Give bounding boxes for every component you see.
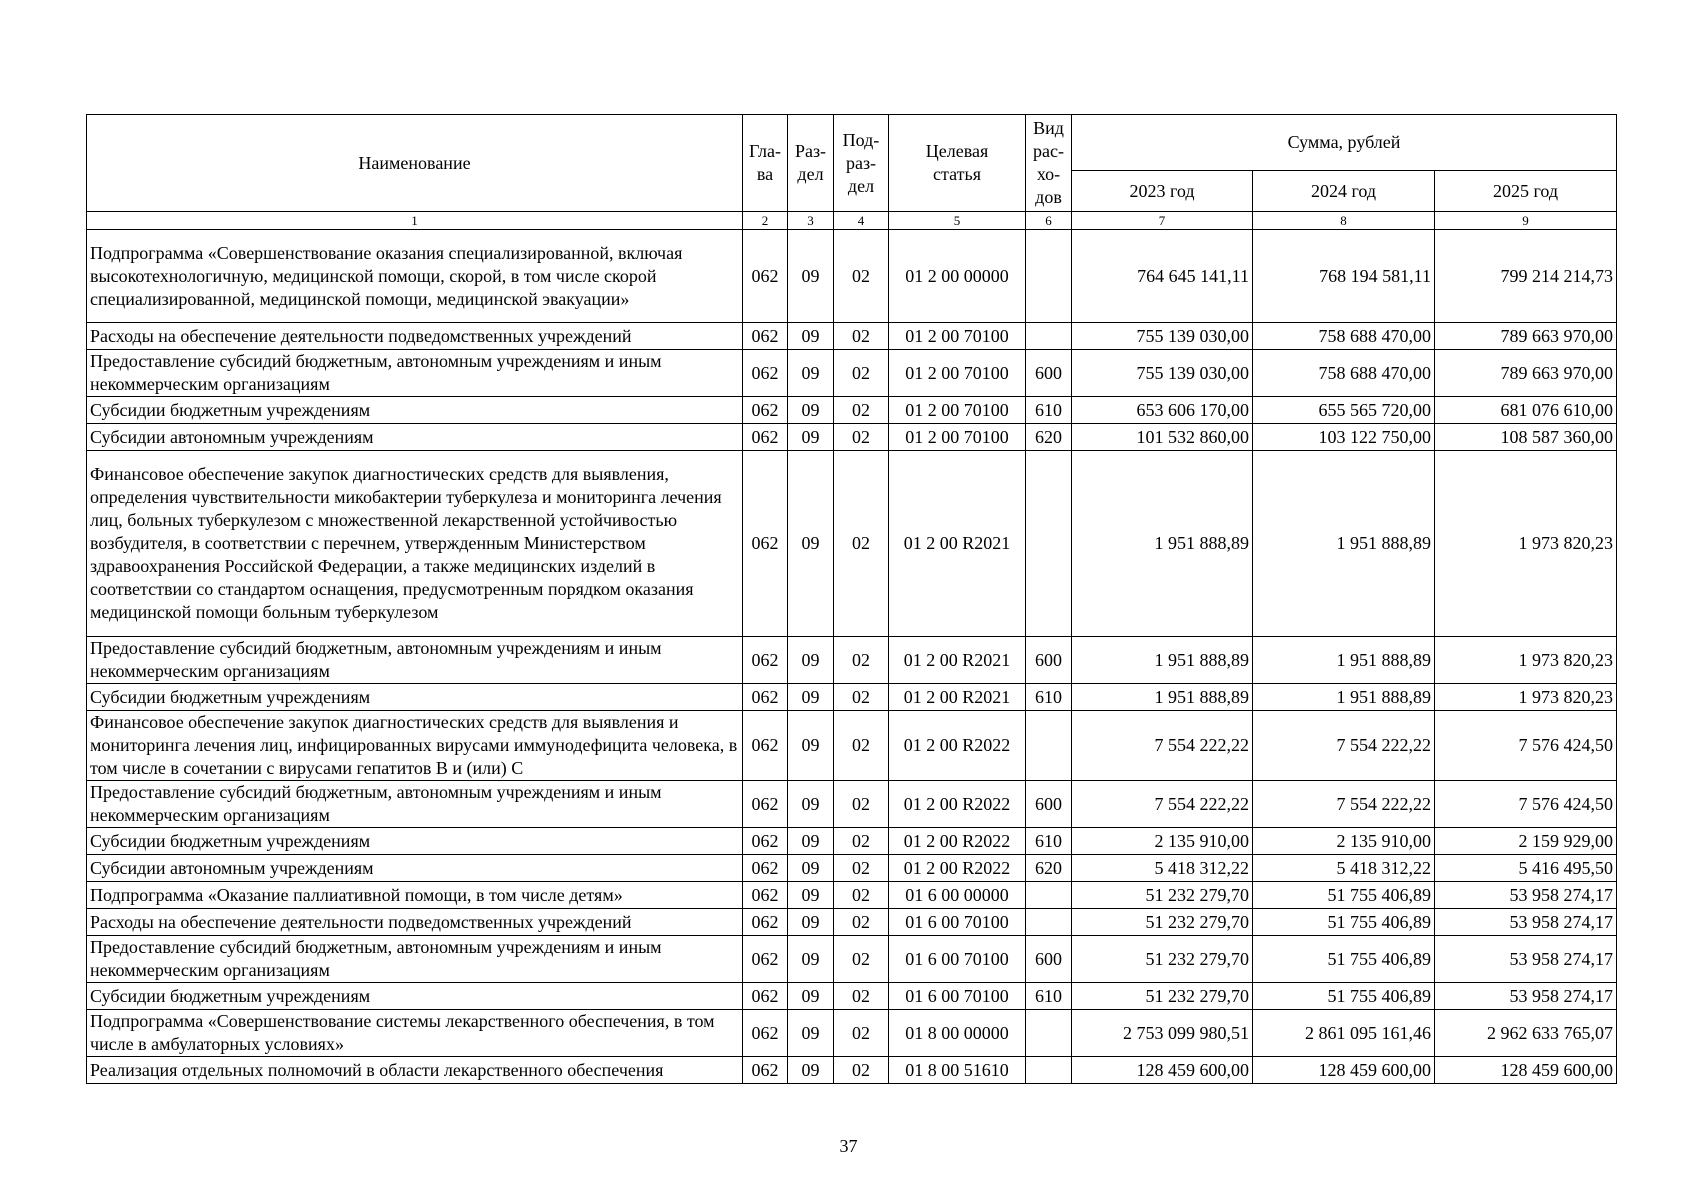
row-sum-2024: 2 861 095 161,46 xyxy=(1253,1010,1435,1057)
row-razdel: 09 xyxy=(788,828,834,855)
row-sum-2024: 51 755 406,89 xyxy=(1253,882,1435,909)
row-glava: 062 xyxy=(743,637,788,684)
row-razdel: 09 xyxy=(788,1010,834,1057)
row-name: Субсидии бюджетным учреждениям xyxy=(87,983,743,1010)
table-row xyxy=(87,1010,1617,1057)
row-vid xyxy=(1026,711,1072,781)
row-sum-2025: 2 159 929,00 xyxy=(1435,828,1617,855)
header-2024: 2024 год xyxy=(1253,171,1435,212)
row-sum-2023: 2 753 099 980,51 xyxy=(1072,1010,1253,1057)
row-sum-2025: 7 576 424,50 xyxy=(1435,711,1617,781)
row-glava: 062 xyxy=(743,909,788,936)
row-vid: 600 xyxy=(1026,637,1072,684)
row-name: Субсидии бюджетным учреждениям xyxy=(87,684,743,711)
row-target: 01 2 00 70100 xyxy=(889,350,1026,397)
header-target: Целевая статья xyxy=(889,115,1026,212)
row-target: 01 6 00 70100 xyxy=(889,936,1026,983)
row-sum-2024: 51 755 406,89 xyxy=(1253,909,1435,936)
row-razdel: 09 xyxy=(788,936,834,983)
row-sum-2024: 1 951 888,89 xyxy=(1253,451,1435,637)
row-razdel: 09 xyxy=(788,909,834,936)
row-vid xyxy=(1026,882,1072,909)
table-row xyxy=(87,451,1617,637)
header-razdel: Раз- дел xyxy=(788,115,834,212)
row-target: 01 8 00 51610 xyxy=(889,1057,1026,1084)
table-row xyxy=(87,711,1617,781)
row-podrazdel: 02 xyxy=(834,909,889,936)
row-sum-2023: 51 232 279,70 xyxy=(1072,909,1253,936)
table-row xyxy=(87,637,1617,684)
row-sum-2024: 7 554 222,22 xyxy=(1253,781,1435,828)
table-row xyxy=(87,230,1617,323)
row-name: Расходы на обеспечение деятельности подведомственных учреждений xyxy=(87,909,743,936)
row-sum-2023: 1 951 888,89 xyxy=(1072,637,1253,684)
row-podrazdel: 02 xyxy=(834,350,889,397)
column-number: 2 xyxy=(743,212,788,230)
row-vid: 600 xyxy=(1026,781,1072,828)
row-vid: 620 xyxy=(1026,855,1072,882)
row-razdel: 09 xyxy=(788,983,834,1010)
row-sum-2025: 5 416 495,50 xyxy=(1435,855,1617,882)
row-sum-2024: 758 688 470,00 xyxy=(1253,350,1435,397)
row-target: 01 2 00 R2022 xyxy=(889,855,1026,882)
row-glava: 062 xyxy=(743,397,788,424)
row-target: 01 2 00 R2022 xyxy=(889,711,1026,781)
row-podrazdel: 02 xyxy=(834,684,889,711)
row-target: 01 2 00 R2021 xyxy=(889,637,1026,684)
header-2025: 2025 год xyxy=(1435,171,1617,212)
row-sum-2023: 51 232 279,70 xyxy=(1072,936,1253,983)
row-sum-2023: 7 554 222,22 xyxy=(1072,781,1253,828)
row-vid: 610 xyxy=(1026,684,1072,711)
row-sum-2025: 2 962 633 765,07 xyxy=(1435,1010,1617,1057)
row-razdel: 09 xyxy=(788,424,834,451)
table-row xyxy=(87,1057,1617,1084)
row-sum-2024: 128 459 600,00 xyxy=(1253,1057,1435,1084)
row-name: Субсидии автономным учреждениям xyxy=(87,855,743,882)
row-vid xyxy=(1026,1057,1072,1084)
row-podrazdel: 02 xyxy=(834,855,889,882)
row-sum-2024: 2 135 910,00 xyxy=(1253,828,1435,855)
row-sum-2025: 53 958 274,17 xyxy=(1435,909,1617,936)
row-glava: 062 xyxy=(743,684,788,711)
row-razdel: 09 xyxy=(788,323,834,350)
row-sum-2023: 128 459 600,00 xyxy=(1072,1057,1253,1084)
row-name: Расходы на обеспечение деятельности подведомственных учреждений xyxy=(87,323,743,350)
table-row xyxy=(87,936,1617,983)
row-podrazdel: 02 xyxy=(834,323,889,350)
column-number: 4 xyxy=(834,212,889,230)
row-podrazdel: 02 xyxy=(834,637,889,684)
row-sum-2025: 53 958 274,17 xyxy=(1435,936,1617,983)
header-name: Наименование xyxy=(87,115,743,212)
row-sum-2024: 758 688 470,00 xyxy=(1253,323,1435,350)
page-number: 37 xyxy=(839,1136,858,1156)
row-vid xyxy=(1026,323,1072,350)
row-sum-2023: 7 554 222,22 xyxy=(1072,711,1253,781)
row-sum-2023: 1 951 888,89 xyxy=(1072,684,1253,711)
row-vid: 620 xyxy=(1026,424,1072,451)
row-podrazdel: 02 xyxy=(834,711,889,781)
row-sum-2024: 51 755 406,89 xyxy=(1253,983,1435,1010)
row-name: Финансовое обеспечение закупок диагностических средств для выявления, определения чувствительности микобактерии туберкулеза и мониторинга лечения лиц, больных туберкулезом с множественной лекарственной устойчивостью возбудителя, в соответствии с перечнем, утвержденным Министерством здравоохранения Российской Федерации, а также медицинских изделий в соответствии со стандартом оснащения, предусмотренным порядком оказания медицинской помощи больным туберкулезом xyxy=(87,451,743,637)
row-name: Субсидии бюджетным учреждениям xyxy=(87,828,743,855)
row-podrazdel: 02 xyxy=(834,882,889,909)
row-glava: 062 xyxy=(743,711,788,781)
column-number: 8 xyxy=(1253,212,1435,230)
row-sum-2023: 653 606 170,00 xyxy=(1072,397,1253,424)
row-target: 01 2 00 00000 xyxy=(889,230,1026,323)
row-target: 01 2 00 70100 xyxy=(889,424,1026,451)
row-name: Подпрограмма «Совершенствование оказания специализированной, включая высокотехнологичную, медицинской помощи, скорой, в том числе скорой специализированной, медицинской помощи, медицинской эвакуации» xyxy=(87,230,743,323)
row-vid xyxy=(1026,1010,1072,1057)
column-numbers-row xyxy=(87,212,1617,230)
table-row xyxy=(87,855,1617,882)
row-name: Финансовое обеспечение закупок диагностических средств для выявления и мониторинга лечения лиц, инфицированных вирусами иммунодефицита человека, в том числе в сочетании с вирусами гепатитов B и (или) C xyxy=(87,711,743,781)
row-sum-2024: 655 565 720,00 xyxy=(1253,397,1435,424)
row-sum-2025: 128 459 600,00 xyxy=(1435,1057,1617,1084)
row-sum-2025: 681 076 610,00 xyxy=(1435,397,1617,424)
row-sum-2025: 1 973 820,23 xyxy=(1435,684,1617,711)
row-sum-2023: 764 645 141,11 xyxy=(1072,230,1253,323)
row-vid: 610 xyxy=(1026,828,1072,855)
row-glava: 062 xyxy=(743,936,788,983)
column-number: 9 xyxy=(1435,212,1617,230)
table-row xyxy=(87,424,1617,451)
row-target: 01 2 00 R2021 xyxy=(889,684,1026,711)
row-sum-2023: 755 139 030,00 xyxy=(1072,323,1253,350)
row-sum-2024: 768 194 581,11 xyxy=(1253,230,1435,323)
row-sum-2023: 51 232 279,70 xyxy=(1072,882,1253,909)
row-razdel: 09 xyxy=(788,451,834,637)
column-number: 3 xyxy=(788,212,834,230)
row-target: 01 6 00 00000 xyxy=(889,882,1026,909)
row-glava: 062 xyxy=(743,882,788,909)
table-row xyxy=(87,983,1617,1010)
row-podrazdel: 02 xyxy=(834,936,889,983)
row-target: 01 8 00 00000 xyxy=(889,1010,1026,1057)
row-sum-2024: 7 554 222,22 xyxy=(1253,711,1435,781)
row-target: 01 2 00 70100 xyxy=(889,323,1026,350)
row-podrazdel: 02 xyxy=(834,828,889,855)
row-vid: 610 xyxy=(1026,397,1072,424)
row-podrazdel: 02 xyxy=(834,397,889,424)
row-podrazdel: 02 xyxy=(834,424,889,451)
row-glava: 062 xyxy=(743,1010,788,1057)
row-sum-2024: 1 951 888,89 xyxy=(1253,684,1435,711)
row-razdel: 09 xyxy=(788,637,834,684)
row-vid: 600 xyxy=(1026,936,1072,983)
row-target: 01 2 00 R2022 xyxy=(889,781,1026,828)
row-name: Подпрограмма «Оказание паллиативной помощи, в том числе детям» xyxy=(87,882,743,909)
row-sum-2023: 101 532 860,00 xyxy=(1072,424,1253,451)
row-sum-2025: 53 958 274,17 xyxy=(1435,882,1617,909)
row-glava: 062 xyxy=(743,855,788,882)
row-vid xyxy=(1026,451,1072,637)
row-razdel: 09 xyxy=(788,1057,834,1084)
row-podrazdel: 02 xyxy=(834,451,889,637)
row-razdel: 09 xyxy=(788,350,834,397)
header-glava: Гла- ва xyxy=(743,115,788,212)
row-sum-2025: 1 973 820,23 xyxy=(1435,451,1617,637)
row-glava: 062 xyxy=(743,230,788,323)
row-sum-2023: 5 418 312,22 xyxy=(1072,855,1253,882)
row-target: 01 2 00 R2021 xyxy=(889,451,1026,637)
column-number: 6 xyxy=(1026,212,1072,230)
row-glava: 062 xyxy=(743,781,788,828)
row-razdel: 09 xyxy=(788,882,834,909)
row-glava: 062 xyxy=(743,323,788,350)
header-podrazdel: Под- раз- дел xyxy=(834,115,889,212)
row-sum-2025: 799 214 214,73 xyxy=(1435,230,1617,323)
row-glava: 062 xyxy=(743,350,788,397)
row-vid: 600 xyxy=(1026,350,1072,397)
row-razdel: 09 xyxy=(788,781,834,828)
row-glava: 062 xyxy=(743,983,788,1010)
row-podrazdel: 02 xyxy=(834,1057,889,1084)
row-name: Субсидии автономным учреждениям xyxy=(87,424,743,451)
table-row xyxy=(87,397,1617,424)
row-sum-2024: 51 755 406,89 xyxy=(1253,936,1435,983)
row-sum-2025: 1 973 820,23 xyxy=(1435,637,1617,684)
row-glava: 062 xyxy=(743,451,788,637)
row-sum-2023: 755 139 030,00 xyxy=(1072,350,1253,397)
row-razdel: 09 xyxy=(788,230,834,323)
row-sum-2023: 51 232 279,70 xyxy=(1072,983,1253,1010)
row-sum-2023: 1 951 888,89 xyxy=(1072,451,1253,637)
table-row xyxy=(87,684,1617,711)
row-sum-2024: 1 951 888,89 xyxy=(1253,637,1435,684)
table-row xyxy=(87,882,1617,909)
row-name: Реализация отдельных полномочий в области лекарственного обеспечения xyxy=(87,1057,743,1084)
table-row xyxy=(87,909,1617,936)
row-name: Предоставление субсидий бюджетным, автономным учреждениям и иным некоммерческим организациям xyxy=(87,350,743,397)
row-sum-2024: 103 122 750,00 xyxy=(1253,424,1435,451)
row-sum-2025: 7 576 424,50 xyxy=(1435,781,1617,828)
row-name: Подпрограмма «Совершенствование системы лекарственного обеспечения, в том числе в амбулаторных условиях» xyxy=(87,1010,743,1057)
table-row xyxy=(87,323,1617,350)
row-target: 01 6 00 70100 xyxy=(889,909,1026,936)
row-glava: 062 xyxy=(743,424,788,451)
row-sum-2024: 5 418 312,22 xyxy=(1253,855,1435,882)
row-sum-2025: 53 958 274,17 xyxy=(1435,983,1617,1010)
table-row xyxy=(87,828,1617,855)
column-number: 1 xyxy=(87,212,743,230)
row-razdel: 09 xyxy=(788,684,834,711)
row-target: 01 2 00 R2022 xyxy=(889,828,1026,855)
row-glava: 062 xyxy=(743,1057,788,1084)
row-target: 01 6 00 70100 xyxy=(889,983,1026,1010)
row-podrazdel: 02 xyxy=(834,983,889,1010)
row-vid: 610 xyxy=(1026,983,1072,1010)
table-row xyxy=(87,350,1617,397)
row-razdel: 09 xyxy=(788,855,834,882)
row-sum-2025: 789 663 970,00 xyxy=(1435,323,1617,350)
row-name: Предоставление субсидий бюджетным, автономным учреждениям и иным некоммерческим организациям xyxy=(87,936,743,983)
row-razdel: 09 xyxy=(788,711,834,781)
row-name: Субсидии бюджетным учреждениям xyxy=(87,397,743,424)
row-podrazdel: 02 xyxy=(834,230,889,323)
row-vid xyxy=(1026,909,1072,936)
row-podrazdel: 02 xyxy=(834,1010,889,1057)
row-target: 01 2 00 70100 xyxy=(889,397,1026,424)
column-number: 7 xyxy=(1072,212,1253,230)
header-vid: Вид рас- хо- дов xyxy=(1026,115,1072,212)
row-name: Предоставление субсидий бюджетным, автономным учреждениям и иным некоммерческим организациям xyxy=(87,781,743,828)
budget-table xyxy=(86,114,1617,1084)
row-glava: 062 xyxy=(743,828,788,855)
header-2023: 2023 год xyxy=(1072,171,1253,212)
column-number: 5 xyxy=(889,212,1026,230)
row-sum-2023: 2 135 910,00 xyxy=(1072,828,1253,855)
row-sum-2025: 789 663 970,00 xyxy=(1435,350,1617,397)
row-vid xyxy=(1026,230,1072,323)
row-podrazdel: 02 xyxy=(834,781,889,828)
row-razdel: 09 xyxy=(788,397,834,424)
row-sum-2025: 108 587 360,00 xyxy=(1435,424,1617,451)
table-row xyxy=(87,781,1617,828)
header-sum: Сумма, рублей xyxy=(1072,115,1617,171)
row-name: Предоставление субсидий бюджетным, автономным учреждениям и иным некоммерческим организациям xyxy=(87,637,743,684)
